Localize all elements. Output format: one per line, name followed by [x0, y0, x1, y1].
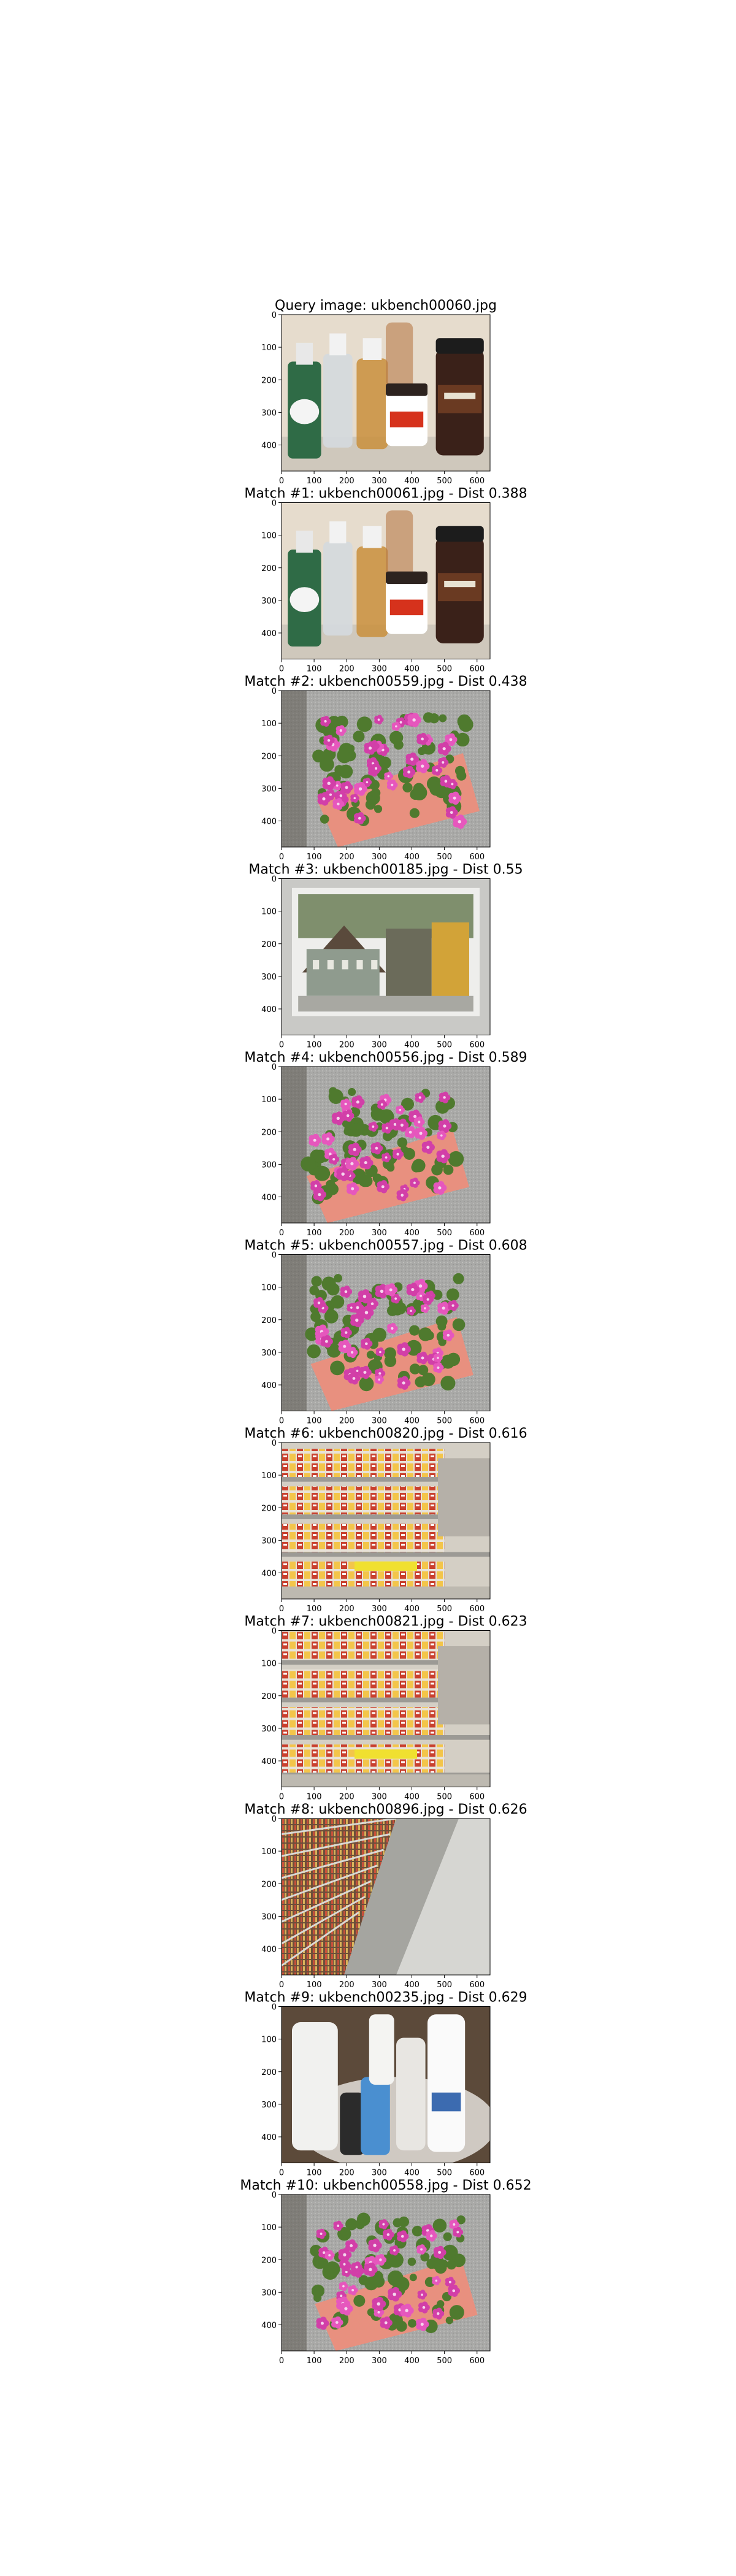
y-tick-label: 200 [261, 564, 277, 573]
match-panel-8 [244, 1802, 527, 1990]
panel-title: Match #7: ukbench00821.jpg - Dist 0.623 [244, 1614, 527, 1630]
panel-image [282, 2007, 496, 2171]
match-panel-10 [240, 2178, 531, 2366]
y-tick-label: 400 [261, 1381, 277, 1390]
x-tick-label: 600 [469, 1604, 485, 1614]
x-tick-label: 200 [339, 664, 355, 674]
x-tick-label: 300 [371, 853, 387, 862]
y-tick-label: 0 [271, 1439, 277, 1448]
x-tick-label: 0 [278, 1040, 285, 1050]
x-tick-label: 500 [437, 1604, 453, 1614]
panel-image [282, 1631, 490, 1787]
y-tick-label: 100 [261, 719, 277, 729]
panel-image [282, 315, 490, 471]
y-tick-label: 400 [261, 817, 277, 827]
x-tick-label: 200 [339, 1980, 355, 1990]
x-tick-label: 500 [437, 477, 453, 486]
x-tick-label: 200 [339, 477, 355, 486]
x-tick-label: 500 [437, 2168, 453, 2178]
y-tick-label: 400 [261, 1193, 277, 1203]
y-tick-label: 200 [261, 376, 277, 386]
x-tick-label: 400 [404, 853, 420, 862]
match-panel-6 [244, 1426, 527, 1614]
y-tick-label: 100 [261, 2223, 277, 2233]
y-tick-label: 300 [261, 408, 277, 418]
y-tick-label: 0 [271, 2191, 277, 2200]
y-tick-label: 400 [261, 2321, 277, 2331]
x-tick-label: 0 [278, 1416, 285, 1426]
y-tick-label: 300 [261, 1724, 277, 1734]
x-tick-label: 100 [306, 1604, 322, 1614]
x-tick-label: 600 [469, 2168, 485, 2178]
x-tick-label: 100 [306, 477, 322, 486]
y-tick-label: 200 [261, 1316, 277, 1325]
x-tick-label: 600 [469, 1980, 485, 1990]
x-tick-label: 400 [404, 1229, 420, 1238]
x-tick-label: 500 [437, 1792, 453, 1802]
y-tick-label: 200 [261, 752, 277, 762]
y-tick-label: 0 [271, 1063, 277, 1072]
y-tick-label: 300 [261, 1348, 277, 1358]
x-tick-label: 600 [469, 2356, 485, 2366]
x-tick-label: 500 [437, 1416, 453, 1426]
panel-image [282, 1819, 490, 1975]
y-tick-label: 0 [271, 1251, 277, 1260]
y-tick-label: 0 [271, 499, 277, 508]
y-tick-label: 100 [261, 907, 277, 917]
panel-title: Match #9: ukbench00235.jpg - Dist 0.629 [244, 1990, 527, 2006]
y-tick-label: 300 [261, 1536, 277, 1546]
y-tick-label: 200 [261, 2256, 277, 2266]
y-tick-label: 100 [261, 531, 277, 541]
panel-image [282, 2195, 490, 2351]
x-tick-label: 400 [404, 1792, 420, 1802]
match-panel-2 [244, 674, 527, 862]
y-tick-label: 400 [261, 2133, 277, 2142]
y-tick-label: 300 [261, 1160, 277, 1170]
x-tick-label: 100 [306, 1980, 322, 1990]
x-tick-label: 0 [278, 1229, 285, 1238]
y-tick-label: 300 [261, 1912, 277, 1922]
x-tick-label: 100 [306, 2356, 322, 2366]
y-tick-label: 300 [261, 2100, 277, 2110]
y-tick-label: 200 [261, 1128, 277, 1138]
x-tick-label: 200 [339, 1792, 355, 1802]
x-tick-label: 200 [339, 1416, 355, 1426]
x-tick-label: 0 [278, 664, 285, 674]
x-tick-label: 500 [437, 2356, 453, 2366]
y-tick-label: 100 [261, 1283, 277, 1293]
y-tick-label: 100 [261, 343, 277, 353]
x-tick-label: 500 [437, 1980, 453, 1990]
x-tick-label: 400 [404, 1980, 420, 1990]
x-tick-label: 300 [371, 1980, 387, 1990]
x-tick-label: 300 [371, 1604, 387, 1614]
y-tick-label: 0 [271, 2003, 277, 2012]
x-tick-label: 300 [371, 1416, 387, 1426]
panel-image [282, 691, 490, 847]
x-tick-label: 100 [306, 664, 322, 674]
x-tick-label: 400 [404, 2356, 420, 2366]
x-tick-label: 600 [469, 1792, 485, 1802]
x-tick-label: 200 [339, 1040, 355, 1050]
y-tick-label: 400 [261, 1945, 277, 1955]
match-panel-1 [244, 486, 527, 674]
match-panel-5 [244, 1238, 527, 1426]
x-tick-label: 400 [404, 1604, 420, 1614]
y-tick-label: 100 [261, 1095, 277, 1105]
x-tick-label: 100 [306, 1229, 322, 1238]
panel-title: Match #4: ukbench00556.jpg - Dist 0.589 [244, 1050, 527, 1065]
x-tick-label: 400 [404, 1416, 420, 1426]
match-panel-9 [244, 1990, 527, 2178]
panel-image [282, 1067, 490, 1223]
x-tick-label: 200 [339, 2356, 355, 2366]
panel-image [282, 879, 490, 1035]
panel-image [282, 503, 490, 659]
x-tick-label: 400 [404, 477, 420, 486]
x-tick-label: 0 [278, 1792, 285, 1802]
y-tick-label: 100 [261, 1847, 277, 1857]
x-tick-label: 400 [404, 1040, 420, 1050]
x-tick-label: 200 [339, 853, 355, 862]
y-tick-label: 200 [261, 2068, 277, 2077]
x-tick-label: 100 [306, 2168, 322, 2178]
x-tick-label: 600 [469, 1040, 485, 1050]
x-tick-label: 100 [306, 853, 322, 862]
x-tick-label: 500 [437, 1040, 453, 1050]
y-tick-label: 400 [261, 1757, 277, 1766]
x-tick-label: 400 [404, 664, 420, 674]
x-tick-label: 100 [306, 1040, 322, 1050]
x-tick-label: 100 [306, 1792, 322, 1802]
y-tick-label: 200 [261, 940, 277, 949]
x-tick-label: 300 [371, 1040, 387, 1050]
x-tick-label: 300 [371, 1229, 387, 1238]
match-panel-3 [248, 862, 523, 1050]
y-tick-label: 0 [271, 875, 277, 884]
x-tick-label: 0 [278, 1604, 285, 1614]
x-tick-label: 600 [469, 1229, 485, 1238]
x-tick-label: 500 [437, 853, 453, 862]
x-tick-label: 300 [371, 477, 387, 486]
x-tick-label: 0 [278, 2168, 285, 2178]
y-tick-label: 0 [271, 1815, 277, 1824]
y-tick-label: 200 [261, 1692, 277, 1701]
panel-title: Match #6: ukbench00820.jpg - Dist 0.616 [244, 1426, 527, 1441]
x-tick-label: 500 [437, 1229, 453, 1238]
match-panel-7 [244, 1614, 527, 1802]
x-tick-label: 400 [404, 2168, 420, 2178]
y-tick-label: 200 [261, 1880, 277, 1890]
x-tick-label: 0 [278, 853, 285, 862]
panel-title: Query image: ukbench00060.jpg [275, 298, 497, 313]
x-tick-label: 600 [469, 664, 485, 674]
y-tick-label: 0 [271, 311, 277, 320]
query-panel [261, 298, 497, 486]
y-tick-label: 400 [261, 441, 277, 451]
y-tick-label: 200 [261, 1504, 277, 1514]
panel-title: Match #8: ukbench00896.jpg - Dist 0.626 [244, 1802, 527, 1817]
x-tick-label: 600 [469, 477, 485, 486]
x-tick-label: 0 [278, 1980, 285, 1990]
panel-title: Match #2: ukbench00559.jpg - Dist 0.438 [244, 674, 527, 689]
panel-title: Match #1: ukbench00061.jpg - Dist 0.388 [244, 486, 527, 502]
panel-title: Match #3: ukbench00185.jpg - Dist 0.55 [248, 862, 523, 878]
match-panel-4 [244, 1050, 527, 1238]
y-tick-label: 400 [261, 1569, 277, 1579]
y-tick-label: 0 [271, 687, 277, 696]
x-tick-label: 200 [339, 1229, 355, 1238]
x-tick-label: 300 [371, 2356, 387, 2366]
y-tick-label: 100 [261, 1659, 277, 1669]
x-tick-label: 100 [306, 1416, 322, 1426]
x-tick-label: 200 [339, 2168, 355, 2178]
y-tick-label: 400 [261, 1005, 277, 1014]
y-tick-label: 300 [261, 596, 277, 606]
panel-image [282, 1443, 490, 1599]
x-tick-label: 600 [469, 1416, 485, 1426]
y-tick-label: 400 [261, 629, 277, 638]
y-tick-label: 300 [261, 972, 277, 982]
x-tick-label: 300 [371, 664, 387, 674]
x-tick-label: 600 [469, 853, 485, 862]
panel-title: Match #10: ukbench00558.jpg - Dist 0.652 [240, 2178, 532, 2193]
panel-title: Match #5: ukbench00557.jpg - Dist 0.608 [244, 1238, 527, 1254]
panel-image [282, 1255, 490, 1411]
x-tick-label: 300 [371, 2168, 387, 2178]
x-tick-label: 0 [278, 2356, 285, 2366]
y-tick-label: 300 [261, 784, 277, 794]
x-tick-label: 300 [371, 1792, 387, 1802]
y-tick-label: 0 [271, 1627, 277, 1636]
x-tick-label: 500 [437, 664, 453, 674]
x-tick-label: 200 [339, 1604, 355, 1614]
y-tick-label: 100 [261, 1471, 277, 1481]
y-tick-label: 300 [261, 2288, 277, 2298]
x-tick-label: 0 [278, 477, 285, 486]
y-tick-label: 100 [261, 2035, 277, 2045]
